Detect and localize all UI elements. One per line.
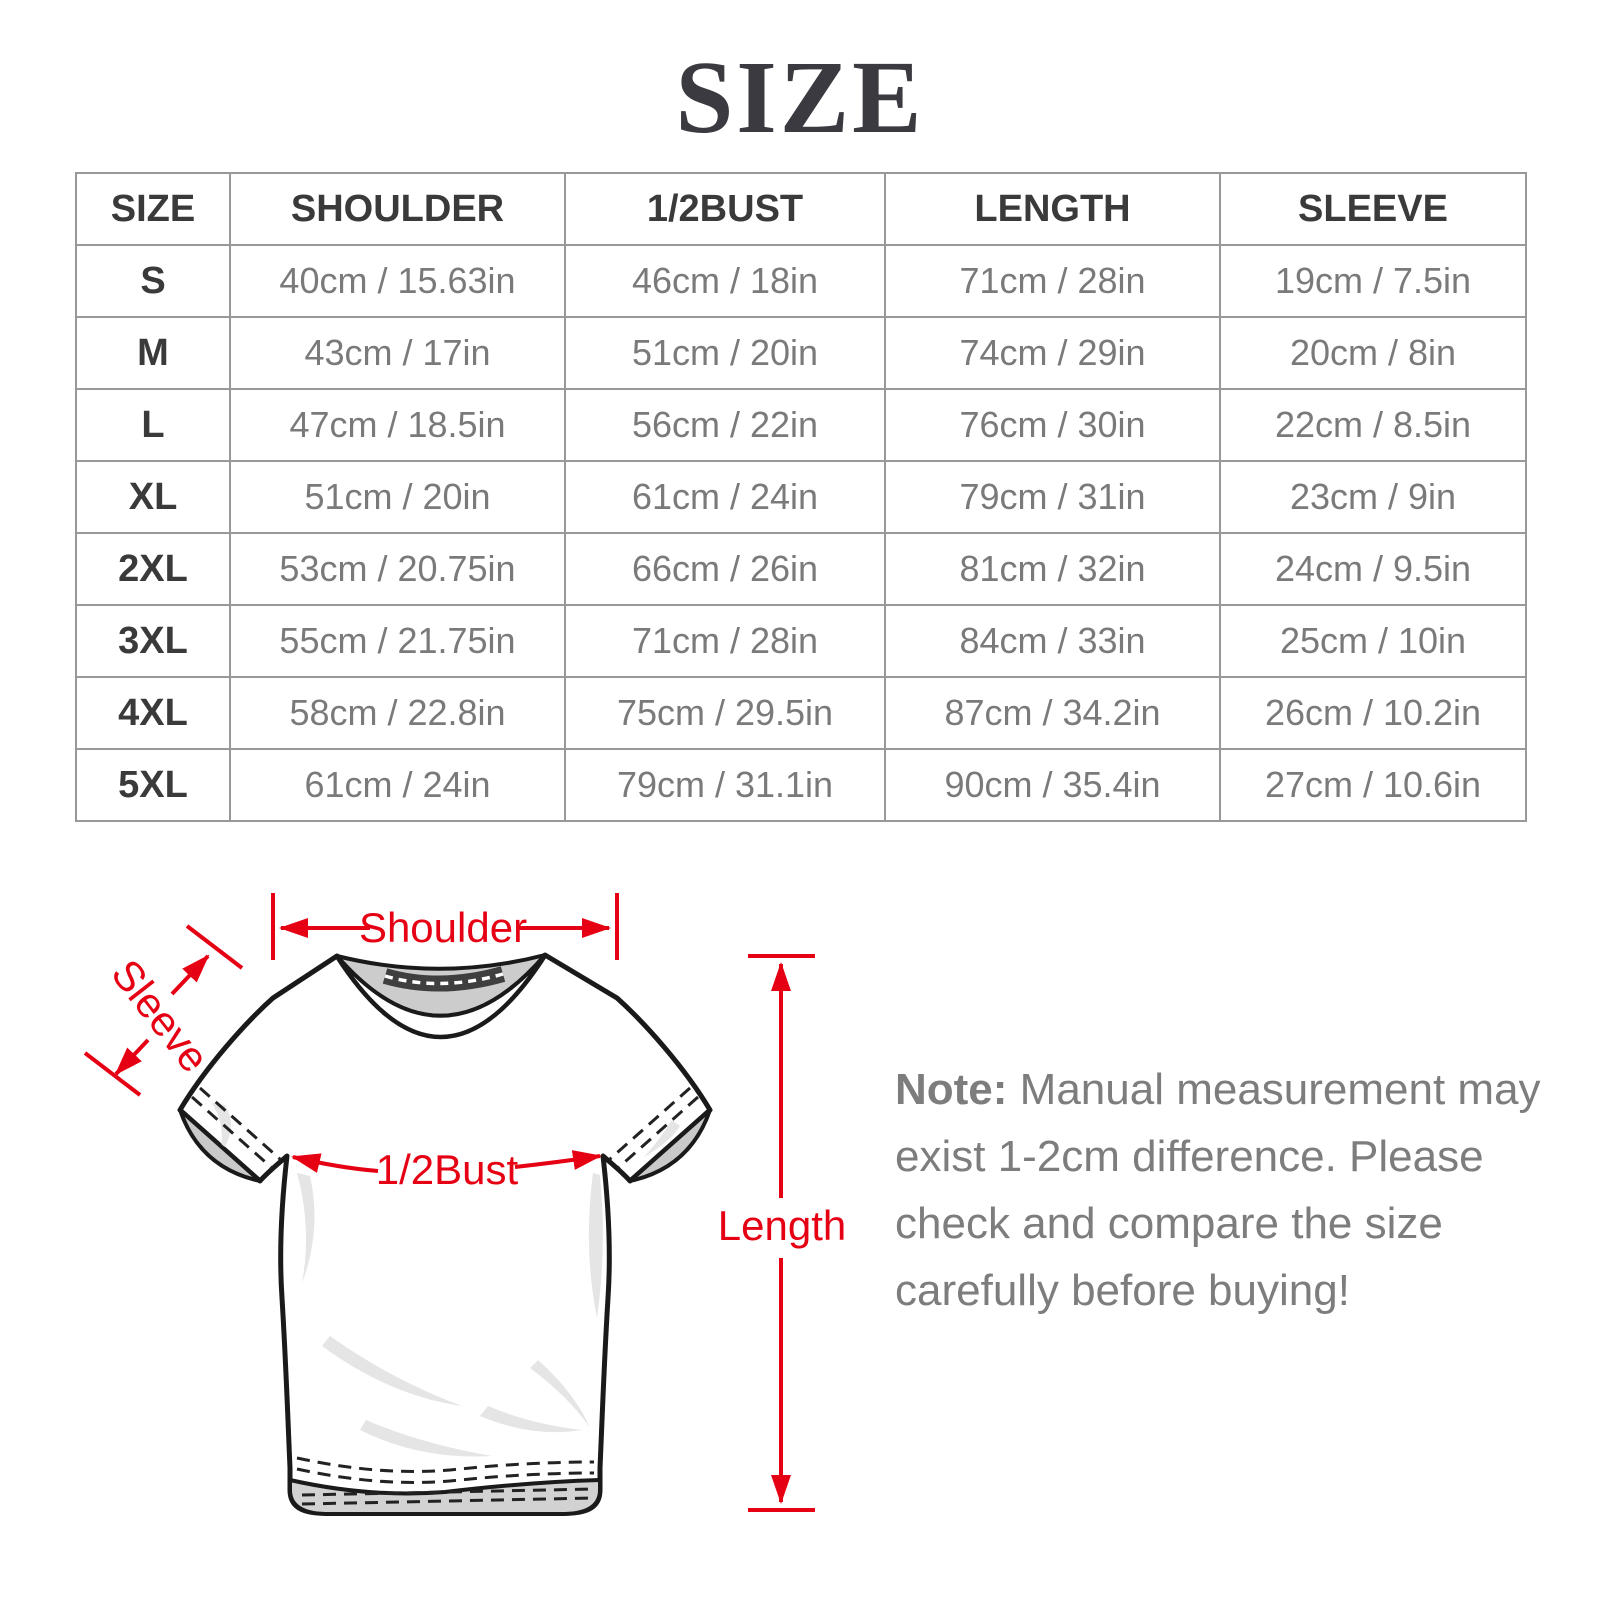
table-row <box>76 317 1526 389</box>
shoulder-cell: 55cm / 21.75in <box>230 605 565 677</box>
sleeve-cell: 20cm / 8in <box>1220 317 1526 389</box>
sleeve-cell: 19cm / 7.5in <box>1220 245 1526 317</box>
shoulder-cell: 47cm / 18.5in <box>230 389 565 461</box>
table-row <box>76 245 1526 317</box>
shoulder-cell: 51cm / 20in <box>230 461 565 533</box>
length-label: Length <box>717 1202 847 1249</box>
size-cell: 2XL <box>76 533 230 605</box>
size-cell: 5XL <box>76 749 230 821</box>
length-cell: 71cm / 28in <box>885 245 1220 317</box>
table-row <box>76 533 1526 605</box>
column-header-size: SIZE <box>76 173 230 245</box>
shoulder-cell: 53cm / 20.75in <box>230 533 565 605</box>
table-row <box>76 461 1526 533</box>
shoulder-cell: 43cm / 17in <box>230 317 565 389</box>
bust-label: 1/2Bust <box>375 1146 519 1193</box>
sleeve-label: Sleeve <box>102 950 219 1081</box>
sleeve-cell: 26cm / 10.2in <box>1220 677 1526 749</box>
length-cell: 87cm / 34.2in <box>885 677 1220 749</box>
size-cell: XL <box>76 461 230 533</box>
length-cell: 90cm / 35.4in <box>885 749 1220 821</box>
page-title: SIZE <box>675 40 925 155</box>
length-cell: 74cm / 29in <box>885 317 1220 389</box>
sleeve-cell: 25cm / 10in <box>1220 605 1526 677</box>
column-header-sleeve: SLEEVE <box>1220 173 1526 245</box>
note <box>895 1056 1585 1324</box>
size-cell: 4XL <box>76 677 230 749</box>
shoulder-label: Shoulder <box>358 904 528 951</box>
shoulder-cell: 61cm / 24in <box>230 749 565 821</box>
bust-cell: 75cm / 29.5in <box>565 677 885 749</box>
tshirt-outline <box>180 955 710 1514</box>
bust-cell: 61cm / 24in <box>565 461 885 533</box>
length-cell: 79cm / 31in <box>885 461 1220 533</box>
sleeve-cell: 22cm / 8.5in <box>1220 389 1526 461</box>
shoulder-cell: 58cm / 22.8in <box>230 677 565 749</box>
shoulder-cell: 40cm / 15.63in <box>230 245 565 317</box>
bust-cell: 46cm / 18in <box>565 245 885 317</box>
note-label: Note: <box>895 1065 1008 1114</box>
bust-cell: 66cm / 26in <box>565 533 885 605</box>
column-header-shoulder: SHOULDER <box>230 173 565 245</box>
size-cell: 3XL <box>76 605 230 677</box>
shoulder-dimension <box>273 893 617 960</box>
column-header-length: LENGTH <box>885 173 1220 245</box>
sleeve-cell: 27cm / 10.6in <box>1220 749 1526 821</box>
table-row <box>76 389 1526 461</box>
bust-cell: 56cm / 22in <box>565 389 885 461</box>
table-row <box>76 677 1526 749</box>
sleeve-cell: 23cm / 9in <box>1220 461 1526 533</box>
note-text: Manual measurement may exist 1-2cm difference. Please check and compare the size carefully before buying! <box>895 1065 1541 1315</box>
length-cell: 76cm / 30in <box>885 389 1220 461</box>
table-row <box>76 605 1526 677</box>
length-cell: 84cm / 33in <box>885 605 1220 677</box>
header-row <box>76 173 1526 245</box>
table-row <box>76 749 1526 821</box>
length-dimension <box>718 956 846 1510</box>
bust-cell: 71cm / 28in <box>565 605 885 677</box>
column-header-bust: 1/2BUST <box>565 173 885 245</box>
size-table <box>75 172 1527 822</box>
tshirt-measurement-diagram <box>60 868 880 1568</box>
size-cell: L <box>76 389 230 461</box>
length-cell: 81cm / 32in <box>885 533 1220 605</box>
bust-cell: 51cm / 20in <box>565 317 885 389</box>
size-cell: S <box>76 245 230 317</box>
size-cell: M <box>76 317 230 389</box>
sleeve-cell: 24cm / 9.5in <box>1220 533 1526 605</box>
bust-cell: 79cm / 31.1in <box>565 749 885 821</box>
